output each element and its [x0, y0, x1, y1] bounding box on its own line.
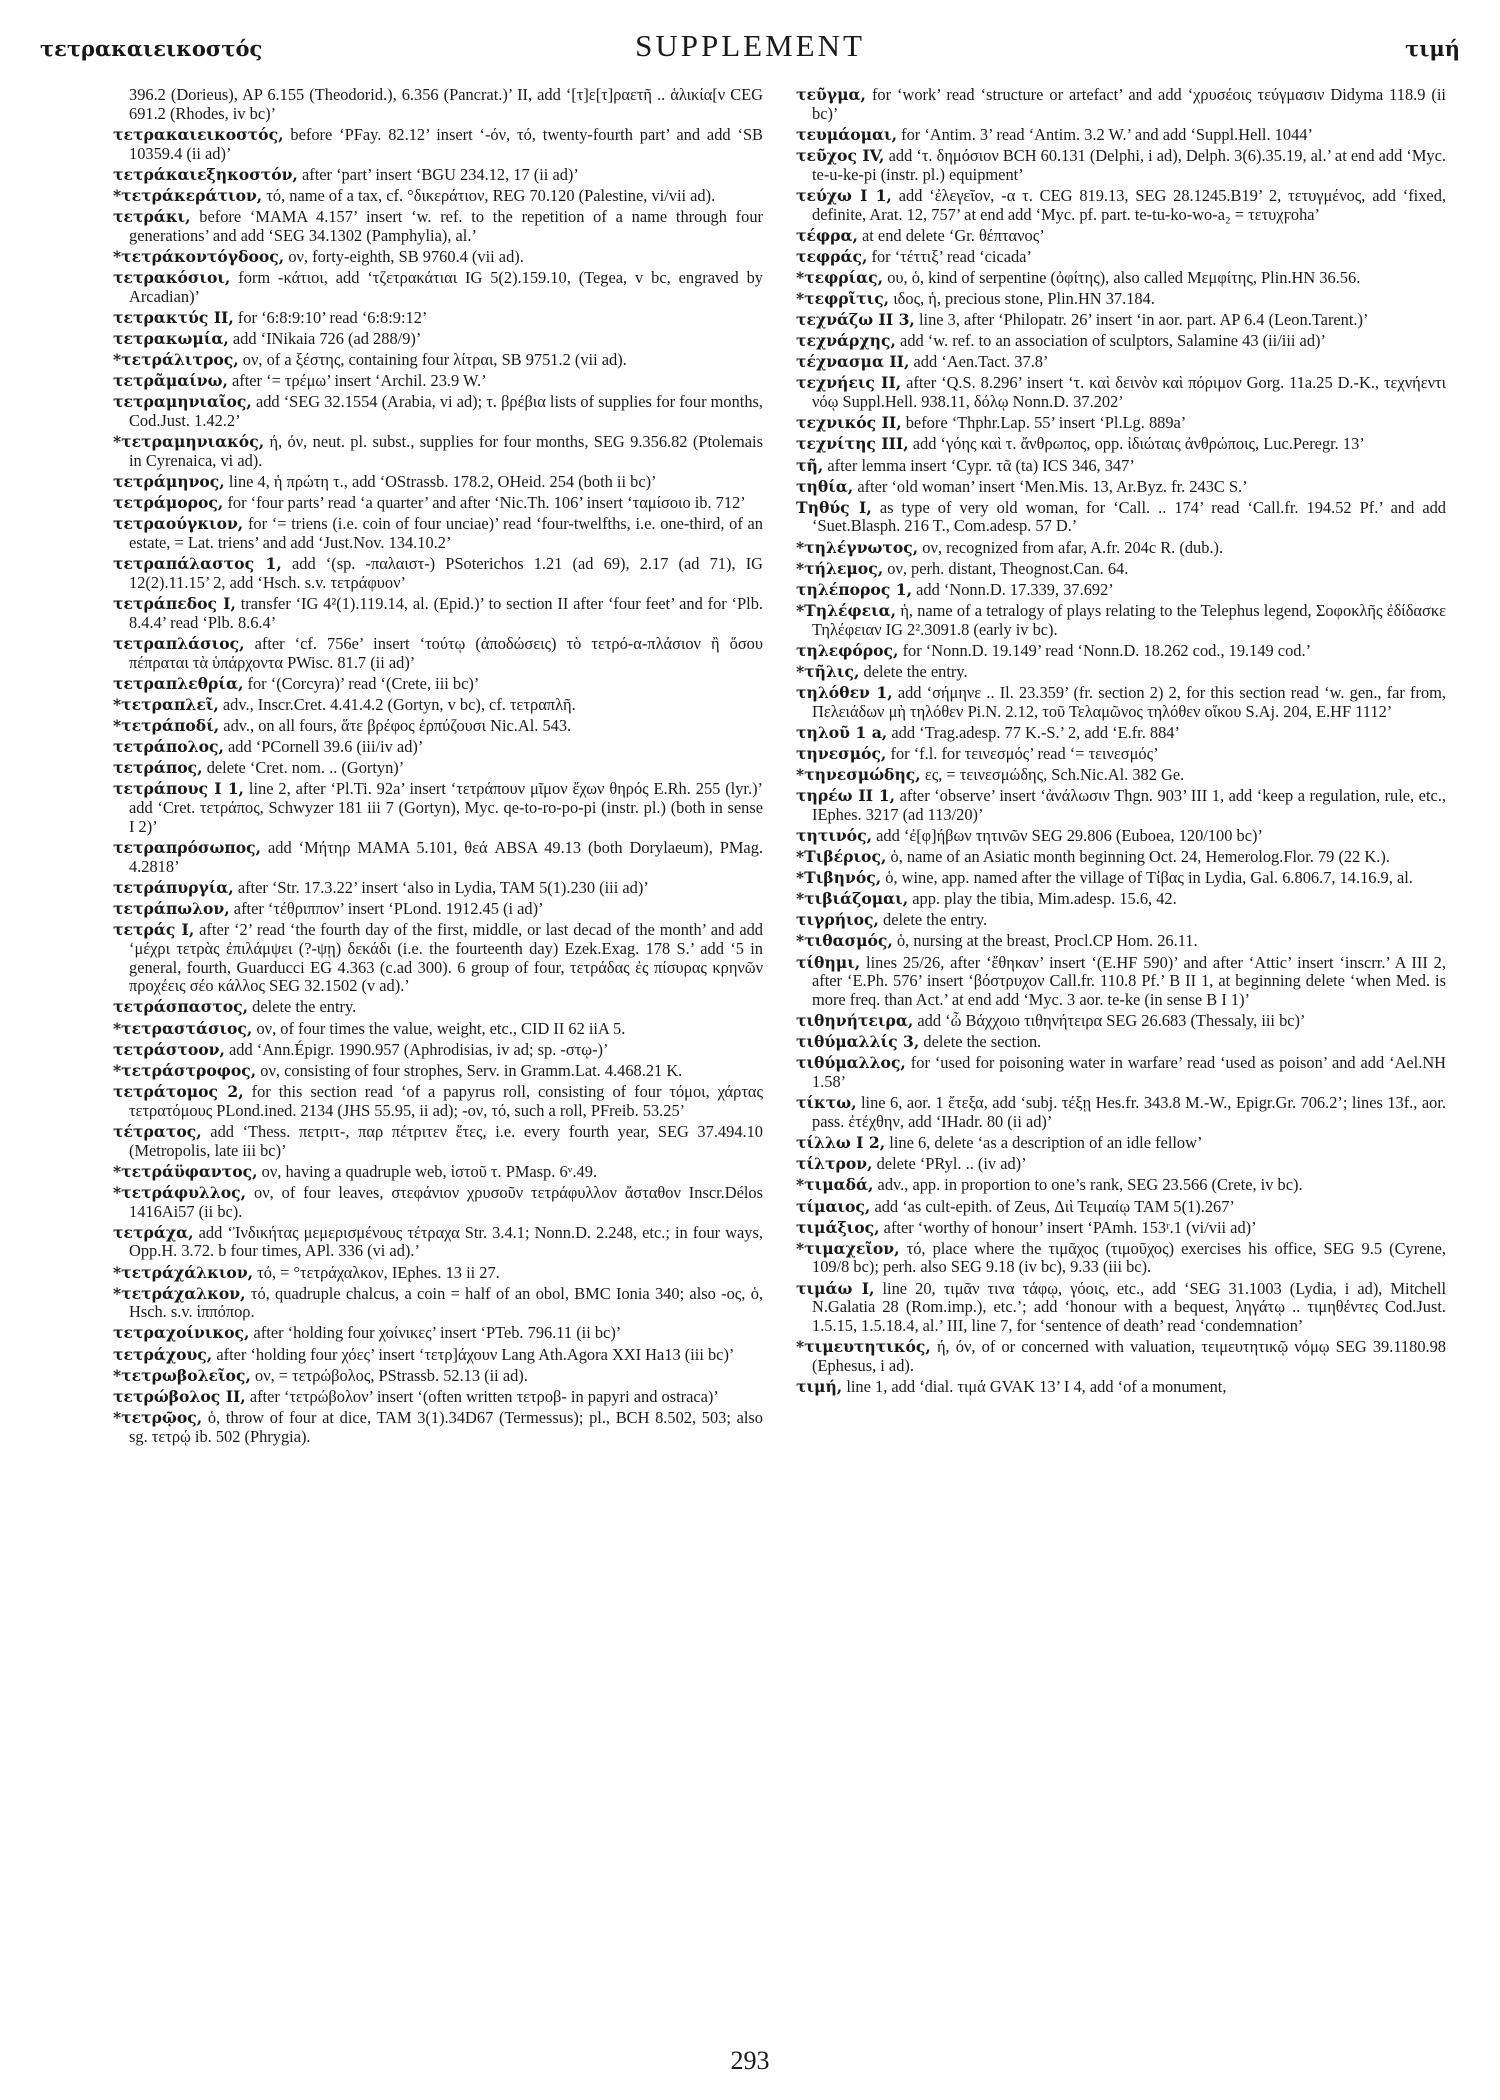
entry-lemma: *τεφρίας, [796, 267, 884, 287]
entry-lemma: *τεφρῖτις, [796, 289, 890, 309]
dictionary-entry [113, 635, 763, 673]
dictionary-entry [796, 1054, 1446, 1092]
dictionary-entry [113, 1123, 763, 1161]
running-header [40, 28, 1460, 68]
dictionary-entry [796, 890, 1446, 909]
entry-lemma: τεφράς, [796, 246, 868, 266]
entry-lemma: *τετράϋφαντος, [113, 1161, 258, 1181]
entry-text: add ‘(sp. -παλαιστ-) PSoterichos 1.21 (ad 69), 2.17 (ad 71), IG 12(2).11.15’ 2, add ‘Hsch. s.v. τετράφυον’ [129, 554, 763, 592]
entry-lemma: τετρᾶμαίνω, [113, 371, 228, 391]
dictionary-entry [796, 787, 1446, 825]
dictionary-entry [113, 473, 763, 492]
entry-text: ον, perh. distant, Theognost.Can. 64. [887, 558, 1129, 578]
entry-text: ου, ὁ, kind of serpentine (ὀφίτης), also called Μεμφίτης, Plin.HN 36.56. [887, 267, 1361, 287]
header-last-headword: τιμή [1405, 36, 1460, 61]
entry-text: add ‘ἐλεγεῖον, -α τ. CEG 819.13, SEG 28.1245.B19’ 2, τετυγμένος, add ‘fixed, definite, Arat. 12, 757’ at end add ‘Myc. pf. part. te-tu-ko-wo-a₂ = τετυχϝoha’ [812, 185, 1446, 224]
entry-text: add ‘τ. δημόσιον BCH 60.131 (Delphi, i ad), Delph. 3(6).35.19, al.’ at end add ‘Myc. te-u-ke-pi (instr. pl.) equipment’ [812, 145, 1446, 184]
dictionary-entry [796, 1012, 1446, 1031]
dictionary-entry [113, 717, 763, 736]
entry-text: ον, having a quadruple web, ἱστοῦ τ. PMasp. 6ᵛ.49. [261, 1161, 598, 1181]
entry-lemma: τετράκι, [113, 206, 191, 226]
dictionary-entry [113, 1324, 763, 1343]
entry-lemma: τιθηνήτειρα, [796, 1011, 914, 1031]
dictionary-entry [796, 147, 1446, 185]
entry-text: for ‘6:8:9:10’ read ‘6:8:9:12’ [237, 307, 428, 327]
dictionary-entry [796, 1219, 1446, 1238]
dictionary-entry [796, 126, 1446, 145]
entry-text: for ‘(Corcyra)’ read ‘(Crete, iii bc)’ [247, 673, 480, 693]
dictionary-entry [796, 745, 1446, 764]
entry-lemma: τηλεφόρος, [796, 640, 899, 660]
entry-lemma: *Τηλέφεια, [796, 600, 897, 620]
entry-lemma: *τετρωβολεῖος, [113, 1365, 251, 1385]
entry-text: line 3, after ‘Philopatr. 26’ insert ‘in aor. part. AP 6.4 (Leon.Tarent.)’ [918, 310, 1369, 330]
entry-text: ὁ, wine, app. named after the village of Τίβας in Lydia, Gal. 6.806.7, 14.16.9, al. [885, 868, 1413, 888]
entry-lemma: τεχνικός II, [796, 413, 902, 433]
entry-text: adv., app. in proportion to one’s rank, SEG 23.566 (Crete, iv bc). [877, 1175, 1303, 1195]
entry-lemma: τῆ, [796, 455, 824, 475]
dictionary-entry [113, 187, 763, 206]
entry-lemma: *τηνεσμώδης, [796, 765, 921, 785]
entry-lemma: *τετράφυλλος, [113, 1182, 247, 1202]
entry-lemma: τετράμορος, [113, 493, 224, 513]
entry-text: add ‘PCornell 39.6 (iii/iv ad)’ [228, 737, 424, 757]
entry-text: add ‘Aen.Tact. 37.8’ [913, 352, 1049, 372]
entry-lemma: *τῆλις, [796, 661, 860, 681]
dictionary-entry [113, 998, 763, 1017]
entry-lemma: τετράκαιεξηκοστόν, [113, 164, 298, 184]
dictionary-entry [113, 921, 763, 996]
entry-text: before ‘Thphr.Lap. 55’ insert ‘Pl.Lg. 889a’ [905, 413, 1187, 433]
dictionary-entry [113, 1409, 763, 1447]
entry-text: after ‘holding four χοίνικες’ insert ‘PTeb. 796.11 (ii bc)’ [253, 1323, 622, 1343]
entry-lemma: *τετράχαλκον, [113, 1283, 246, 1303]
dictionary-entry [796, 560, 1446, 579]
entry-text: add ‘ἐ[φ]ήβων τητινῶν SEG 29.806 (Euboea, 120/100 bc)’ [876, 826, 1263, 845]
dictionary-entry [113, 166, 763, 185]
entry-text: add ‘Ann.Épigr. 1990.957 (Aphrodisias, iv ad; sp. -στῳ-)’ [228, 1039, 609, 1059]
entry-lemma: τεῦγμα, [796, 86, 866, 104]
dictionary-entry [796, 414, 1446, 433]
dictionary-entry [796, 1198, 1446, 1217]
entry-text: ον, of four leaves, στεφάνιον χρυσοῦν τετράφυλλον ἄσταθον Inscr.Délos 1416Ai57 (ii bc). [129, 1182, 763, 1221]
dictionary-entry [113, 1346, 763, 1365]
entry-text: τό, name of a tax, cf. °δικεράτιον, REG 70.120 (Palestine, vi/vii ad). [266, 185, 716, 205]
entry-lemma: τετρακαιεικοστός, [113, 124, 284, 144]
entry-text: app. play the tibia, Mim.adesp. 15.6, 42. [912, 889, 1177, 909]
entry-lemma: τιμάξιος, [796, 1217, 880, 1237]
entry-text: after ‘cf. 756e’ insert ‘τούτῳ (ἀποδώσεις) τὸ τετρό-α-πλάσιον ἢ ὅσου πέπραται τὰ ὑπάρχοντα PWisc. 81.7 (ii ad)’ [129, 633, 763, 672]
entry-lemma: *τετραπλεῖ, [113, 694, 219, 714]
dictionary-entry [113, 86, 763, 124]
dictionary-entry [113, 351, 763, 370]
entry-text: form -κάτιοι, add ‘τζετρακάτιαι IG 5(2).159.10, (Tegea, v bc, engraved by Arcadian)’ [129, 267, 763, 306]
entry-text: after ‘Q.S. 8.296’ insert ‘τ. καὶ δεινὸν καὶ πόριμον Gorg. 11a.25 D.-K., τεχνήεντι νόῳ Suppl.Hell. 938.11, δόλῳ Nonn.D. 37.202’ [812, 373, 1446, 412]
entry-lemma: τιμή, [796, 1377, 843, 1397]
dictionary-entry [113, 1388, 763, 1407]
dictionary-entry [796, 435, 1446, 454]
entry-lemma: τίκτω, [796, 1093, 857, 1113]
entry-lemma: τετράπος, [113, 758, 203, 778]
entry-lemma: τιγρήιος, [796, 910, 879, 930]
entry-text: delete ‘Cret. nom. .. (Gortyn)’ [206, 758, 405, 778]
entry-text: transfer ‘IG 4²(1).119.14, al. (Epid.)’ to section II after ‘four feet’ and for ‘Plb. 8.4.4’ read ‘Plb. 8.6.4’ [129, 593, 763, 632]
entry-lemma: *τετραστάσιος, [113, 1018, 253, 1038]
entry-lemma: *τιμευτητικός, [796, 1337, 931, 1357]
dictionary-entry [796, 848, 1446, 867]
dictionary-entry [796, 290, 1446, 309]
entry-lemma: τηλόθεν 1, [796, 682, 893, 702]
entry-text: delete the entry. [883, 910, 988, 930]
entry-lemma: τετράμηνος, [113, 472, 225, 491]
dictionary-entry [796, 311, 1446, 330]
dictionary-entry [113, 1224, 763, 1262]
entry-lemma: τεχνίτης III, [796, 434, 909, 454]
entry-text: ον, = τετρώβολος, PStrassb. 52.13 (ii ad). [255, 1365, 528, 1385]
dictionary-entry [796, 911, 1446, 930]
entry-text: before ‘MAMA 4.157’ insert ‘w. ref. to the repetition of a name through four generations’ and add ‘SEG 34.1302 (Pamphylia), al.’ [129, 206, 763, 245]
entry-lemma: τετραούγκιον, [113, 514, 244, 534]
dictionary-entry [113, 1062, 763, 1081]
entry-text: ον, of a ξέστης, containing four λίτραι, SB 9751.2 (vii ad). [242, 350, 627, 370]
dictionary-entry [796, 478, 1446, 497]
entry-lemma: τετράπυργία, [113, 877, 234, 897]
entry-text: lines 25/26, after ‘ἔθηκαν’ insert ‘(E.HF 590)’ and after ‘Attic’ insert ‘inscrr.’ A III 2, after ‘E.Ph. 576’ insert ‘βόστρυχον Call.fr. 110.8 Pf.’ B II 1, at beginning delete ‘when Med. is more freq. than Act.’ at end add ‘Myc. 3 aor. te-ke (in sense B I 1)’ [812, 952, 1446, 1010]
entry-text: τό, quadruple chalcus, a coin = half of an obol, BMC Ionia 340; also -ος, ὁ, Hsch. s.v. ἱππόπορ. [129, 1283, 763, 1322]
entry-lemma: τετράπωλον, [113, 898, 230, 918]
dictionary-entry [113, 1264, 763, 1283]
entry-text: after ‘τετρώβολον’ insert ‘(often written τετροβ- in papyri and ostraca)’ [249, 1386, 719, 1406]
entry-lemma: τέφρα, [796, 225, 858, 245]
entry-text: delete ‘PRyl. .. (iv ad)’ [876, 1154, 1027, 1174]
entry-lemma: τετράς I, [113, 919, 195, 939]
entry-text: line 6, aor. 1 ἔτεξα, add ‘subj. τέξῃ Hes.fr. 343.8 M.-W., Epigr.Gr. 706.2’; lines 13f., aor. pass. ἐτέχθην, add ‘IHadr. 80 (ii ad)’ [812, 1093, 1446, 1132]
entry-lemma: τιθύμαλλος, [796, 1053, 906, 1073]
entry-lemma: τεύχω I 1, [796, 185, 892, 205]
entry-text: before ‘PFay. 82.12’ insert ‘-όν, τό, twenty-fourth part’ and add ‘SB 10359.4 (ii ad)’ [129, 124, 763, 163]
entry-lemma: τετραπρόσωπος, [113, 837, 262, 857]
entry-lemma: τέτρατος, [113, 1121, 202, 1141]
entry-text: add ‘γόης καὶ τ. ἄνθρωπος, opp. ἰδιώταις ἀνθρώποις, Luc.Peregr. 13’ [912, 434, 1365, 454]
entry-lemma: τετραπλεθρία, [113, 673, 244, 693]
dictionary-entry [796, 1240, 1446, 1278]
entry-lemma: τετράχα, [113, 1222, 194, 1242]
dictionary-entry [796, 353, 1446, 372]
entry-lemma: τετραμηνιαῖος, [113, 392, 252, 412]
entry-text: after ‘part’ insert ‘BGU 234.12, 17 (ii ad)’ [301, 164, 579, 184]
entry-text: add ‘as cult-epith. of Zeus, Διὶ Τειμαίῳ TAM 5(1).267’ [874, 1196, 1235, 1216]
entry-text: τό, = °τετράχαλκον, IEphes. 13 ii 27. [257, 1262, 500, 1282]
dictionary-entry [113, 433, 763, 471]
dictionary-entry [796, 724, 1446, 743]
entry-text: ή, όν, neut. pl. subst., supplies for four months, SEG 9.356.82 (Ptolemais in Cyrenaica, vi ad). [129, 432, 763, 470]
dictionary-entry [796, 642, 1446, 661]
dictionary-entry [796, 1378, 1446, 1397]
dictionary-entry [796, 581, 1446, 600]
dictionary-entry [113, 1020, 763, 1039]
entry-lemma: τηθία, [796, 476, 854, 496]
entry-text: ον, recognized from afar, A.fr. 204c R. (dub.). [922, 537, 1224, 557]
dictionary-entry [796, 248, 1446, 267]
dictionary-entry [113, 372, 763, 391]
dictionary-entry [796, 1176, 1446, 1195]
entry-text: as type of very old woman, for ‘Call. .. 174’ read ‘Call.fr. 194.52 Pf.’ and add ‘Suet.Blasph. 216 T., Com.adesp. 57 D.’ [812, 497, 1446, 536]
entry-text: after ‘2’ read ‘the fourth day of the first, middle, or last decad of the month’ and add ‘μέχρι τετρὰς ἐπιλάμψει (?-ψῃ) δεκάδι (i.e. the fourteenth day) Ezek.Exag. 178 S.’ add ‘5 in general, fourth, Guarducci EG 4.363 (c.ad 300). 6 group of four, τετράδας ἐς πίσυρας κρηνῶν προχέεις σέο κάλλος SEG 32.1502 (v ad).’ [129, 919, 763, 996]
entry-text: add ‘INikaia 726 (ad 288/9)’ [232, 328, 422, 348]
dictionary-entry [113, 696, 763, 715]
dictionary-entry [113, 595, 763, 633]
entry-lemma: *τήλεμος, [796, 558, 884, 578]
entry-text: for ‘used for poisoning water in warfare’ read ‘used as poison’ and add ‘Ael.NH 1.58’ [812, 1053, 1446, 1092]
entry-text: add ‘Trag.adesp. 77 K.-S.’ 2, add ‘E.fr. 884’ [891, 722, 1180, 742]
entry-lemma: τιμάω I, [796, 1278, 875, 1298]
dictionary-entry [796, 539, 1446, 558]
entry-text: after ‘holding four χόες’ insert ‘τετρ]άχουν Lang Ath.Agora XXI Ha13 (iii bc)’ [216, 1344, 735, 1364]
entry-text: delete the section. [923, 1032, 1042, 1052]
dictionary-entry [796, 457, 1446, 476]
entry-text: ον, forty-eighth, SB 9760.4 (vii ad). [288, 246, 524, 266]
entry-lemma: τεχνάζω II 3, [796, 310, 915, 330]
entry-lemma: τετράπολος, [113, 737, 224, 757]
entry-lemma: τίθημι, [796, 952, 861, 972]
entry-lemma: *τετράστροφος, [113, 1060, 257, 1080]
entry-lemma: τηλέπορος 1, [796, 579, 913, 599]
dictionary-entry [113, 738, 763, 757]
entry-lemma: τηλοῦ 1 a, [796, 722, 888, 742]
entry-text: add ‘ὦ Βάχχοιο τιθηνήτειρα SEG 26.683 (Thessaly, iii bc)’ [917, 1011, 1306, 1031]
entry-text: add ‘Ἰνδικήτας μεμερισμένους τέτραχα Str. 3.4.1; Nonn.D. 2.248, etc.; in four ways, Opp.H. 3.72. b four times, APl. 336 (vi ad).’ [129, 1222, 763, 1261]
entry-lemma: τετράχους, [113, 1344, 213, 1364]
entry-text: for ‘f.l. for τεινεσμός’ read ‘= τεινεσμός’ [890, 743, 1159, 763]
dictionary-entry [113, 494, 763, 513]
entry-text: line 4, ἡ πρώτη τ., add ‘OStrassb. 178.2, OHeid. 254 (both ii bc)’ [228, 472, 657, 491]
entry-lemma: τετράτομος 2, [113, 1081, 244, 1101]
dictionary-entry [113, 248, 763, 267]
entry-text: after ‘= τρέμω’ insert ‘Archil. 23.9 W.’ [232, 371, 487, 391]
dictionary-entry [113, 1367, 763, 1386]
dictionary-entry [796, 869, 1446, 888]
header-first-headword: τετρακαιεικοστός [40, 36, 263, 61]
entry-text: ή, όν, of or concerned with valuation, τειμευτητικῷ νόμῳ SEG 39.1180.98 (Ephesus, i ad). [812, 1337, 1446, 1376]
entry-lemma: τεχνάρχης, [796, 331, 896, 351]
entry-lemma: *Τιβέριος, [796, 847, 887, 867]
entry-lemma: τετρακόσιοι, [113, 267, 231, 287]
dictionary-entry [113, 555, 763, 593]
entry-lemma: *τιμαδά, [796, 1175, 874, 1195]
dictionary-entry [796, 1134, 1446, 1153]
entry-text: after ‘τέθριππον’ insert ‘PLond. 1912.45 (i ad)’ [233, 898, 544, 918]
dictionary-entry [113, 208, 763, 246]
entry-text: delete the entry. [863, 661, 968, 681]
entry-lemma: τετραχοίνικος, [113, 1323, 250, 1343]
dictionary-entry [796, 932, 1446, 951]
entry-lemma: τηρέω II 1, [796, 786, 896, 806]
entry-text: after ‘Str. 17.3.22’ insert ‘also in Lydia, TAM 5(1).230 (iii ad)’ [237, 877, 649, 897]
dictionary-entry [796, 766, 1446, 785]
entry-lemma: τίμαιος, [796, 1196, 871, 1216]
dictionary-entry [113, 330, 763, 349]
dictionary-entry [796, 269, 1446, 288]
entry-lemma: *Τιβηνός, [796, 868, 882, 888]
dictionary-entry [796, 187, 1446, 225]
entry-text: ιδος, ἡ, precious stone, Plin.HN 37.184. [893, 289, 1155, 309]
dictionary-entry [796, 86, 1446, 124]
right-column [796, 86, 1446, 2016]
header-title: SUPPLEMENT [635, 28, 865, 63]
entry-text: ὁ, name of an Asiatic month beginning Oct. 24, Hemerolog.Flor. 79 (22 K.). [890, 847, 1390, 867]
entry-text: for ‘four parts’ read ‘a quarter’ and after ‘Nic.Th. 106’ insert ‘ταμίσοιο ib. 712’ [227, 493, 746, 513]
entry-lemma: τίλλω I 2, [796, 1133, 886, 1153]
dictionary-entry [796, 1033, 1446, 1052]
dictionary-entry [113, 126, 763, 164]
entry-lemma: *τετρῷος, [113, 1407, 203, 1427]
entry-text: add ‘σήμηνε .. Il. 23.359’ (fr. section 2) 2, for this section read ‘w. gen., far from, Πελειάδων μὴ τηλόθεν Pi.N. 2.12, τοῦ Τελαμῶνος τηλόθεν οἴκου S.Aj. 204, E.HF 1112’ [812, 682, 1446, 721]
entry-lemma: *τετράχάλκιον, [113, 1262, 254, 1282]
entry-lemma: *τετράκοντόγδοος, [113, 246, 285, 266]
entry-text: line 2, after ‘Pl.Ti. 92a’ insert ‘τετράπουν μῖμον ἔχων θηρός E.Rh. 255 (lyr.)’ add ‘Cret. τετράπος, Schwyzer 181 iii 7 (Gortyn), Myc. qe-to-ro-po-pi (instr. pl.) (both in sense I 2)’ [129, 779, 763, 836]
dictionary-entry [796, 1280, 1446, 1336]
left-column [113, 86, 763, 2016]
dictionary-entry [796, 227, 1446, 246]
entry-text: ὁ, throw of four at dice, TAM 3(1).34D67 (Termessus); pl., BCH 8.502, 503; also sg. τετρῴ ib. 502 (Phrygia). [129, 1407, 763, 1446]
entry-text: after lemma insert ‘Cypr. τᾶ (ta) ICS 346, 347’ [827, 455, 1135, 475]
entry-lemma: τετράπους I 1, [113, 779, 244, 799]
entry-text: add ‘Nonn.D. 17.339, 37.692’ [916, 579, 1114, 599]
entry-text: add ‘Μήτηρ MAMA 5.101, θεά ABSA 49.13 (both Dorylaeum), PMag. 4.2818’ [129, 837, 763, 876]
dictionary-entry [796, 954, 1446, 1010]
dictionary-entry [113, 1184, 763, 1222]
entry-text: 396.2 (Dorieus), AP 6.155 (Theodorid.), 6.356 (Pancrat.)’ II, add ‘[τ]ε[τ]ραετῆ .. ἁλικία[ν CEG 691.2 (Rhodes, iv bc)’ [129, 86, 763, 123]
entry-lemma: *τετράποδί, [113, 715, 220, 735]
entry-text: τό, place where the τιμᾶχος (τιμοῦχος) exercises his office, SEG 9.5 (Cyrene, 109/8 bc); perh. also SEG 9.18 (iv bc), 9.33 (iii bc). [812, 1238, 1446, 1277]
dictionary-entry [796, 374, 1446, 412]
dictionary-entry [113, 759, 763, 778]
dictionary-entry [113, 1285, 763, 1323]
dictionary-entry [113, 900, 763, 919]
entry-text: ἡ, name of a tetralogy of plays relating to the Telephus legend, Σοφοκλῆς ἐδίδασκε Τηλέφειαν IG 2².3091.8 (early iv bc). [812, 600, 1446, 639]
entry-text: after ‘old woman’ insert ‘Men.Mis. 13, Ar.Byz. fr. 243C S.’ [857, 476, 1248, 496]
entry-text: after ‘worthy of honour’ insert ‘PAmh. 153ʳ.1 (vi/vii ad)’ [883, 1217, 1257, 1237]
dictionary-entry [113, 1083, 763, 1121]
entry-text: delete the entry. [252, 997, 357, 1017]
entry-text: at end delete ‘Gr. θέπτανος’ [862, 225, 1045, 245]
entry-lemma: τέχνασμα II, [796, 352, 910, 372]
entry-lemma: τετράπεδος I, [113, 593, 236, 613]
dictionary-entry [113, 1163, 763, 1182]
entry-text: for ‘= triens (i.e. coin of four unciae)’ read ‘four-twelfths, i.e. one-third, of an estate, = Lat. triens’ and add ‘Just.Nov. 134.10.2’ [129, 514, 763, 552]
entry-text: for ‘work’ read ‘structure or artefact’ and add ‘χρυσέοις τεύγμασιν Didyma 118.9 (ii bc)’ [812, 86, 1446, 123]
entry-text: after ‘observe’ insert ‘ἀνάλωσιν Thgn. 903’ III 1, add ‘keep a regulation, rule, etc., IEphes. 3217 (ad 113/20)’ [812, 786, 1446, 824]
entry-lemma: *τετράκεράτιον, [113, 185, 263, 205]
dictionary-entry [113, 309, 763, 328]
entry-lemma: τετρώβολος II, [113, 1386, 246, 1406]
dictionary-entry [796, 602, 1446, 640]
entry-lemma: τετραπάλαστος 1, [113, 554, 282, 574]
entry-lemma: τετρακωμία, [113, 328, 229, 348]
dictionary-entry [796, 1155, 1446, 1174]
dictionary-entry [796, 663, 1446, 682]
dictionary-entry [796, 332, 1446, 351]
entry-lemma: τίλτρον, [796, 1154, 873, 1174]
entry-text: line 1, add ‘dial. τιμά GVAK 13’ I 4, add ‘of a monument, [846, 1377, 1227, 1397]
dictionary-entry [113, 269, 763, 307]
entry-text: for this section read ‘of a papyrus roll, consisting of four τόμοι, χάρτας τετρατόμους PLond.ined. 2134 (JHS 55.95, ii ad); -ον, τό, such a roll, PFreib. 53.25’ [129, 1081, 763, 1120]
dictionary-entry [113, 675, 763, 694]
entry-lemma: *τετράλιτρος, [113, 350, 239, 370]
entry-lemma: Τηθύς I, [796, 497, 872, 517]
entry-text: add ‘w. ref. to an association of sculptors, Salamine 43 (ii/iii ad)’ [900, 331, 1326, 351]
dictionary-entry [796, 499, 1446, 537]
entry-text: add ‘SEG 32.1554 (Arabia, vi ad); τ. βρέβια lists of supplies for four months, Cod.Just. 1.42.2’ [129, 392, 763, 431]
entry-lemma: *τιβιάζομαι, [796, 889, 909, 909]
entry-lemma: τετραπλάσιος, [113, 633, 245, 653]
entry-lemma: τετράσπαστος, [113, 997, 249, 1017]
entry-lemma: *τιθασμός, [796, 931, 893, 951]
dictionary-entry [113, 879, 763, 898]
entry-lemma: τηνεσμός, [796, 743, 887, 763]
dictionary-entry [796, 1094, 1446, 1132]
dictionary-entry [113, 1041, 763, 1060]
entry-text: adv., on all fours, ἅτε βρέφος ἑρπύζουσι Nic.Al. 543. [223, 715, 572, 735]
entry-text: ον, of four times the value, weight, etc., CID II 62 iiA 5. [256, 1018, 626, 1038]
dictionary-entry [113, 839, 763, 877]
dictionary-entry [113, 780, 763, 836]
entry-lemma: τιθύμαλλίς 3, [796, 1032, 920, 1052]
entry-lemma: τευμάομαι, [796, 124, 897, 144]
entry-text: for ‘Nonn.D. 19.149’ read ‘Nonn.D. 18.262 cod., 19.149 cod.’ [902, 640, 1312, 660]
entry-lemma: *τηλέγνωτος, [796, 537, 919, 557]
page-number: 293 [730, 2046, 770, 2075]
entry-text: ὁ, nursing at the breast, Procl.CP Hom. 26.11. [896, 931, 1198, 951]
entry-text: line 20, τιμᾶν τινα τάφῳ, γόοις, etc., add ‘SEG 31.1003 (Lydia, i ad), Mitchell N.Galatia 28 (Rom.imp.), etc.’; add ‘honour with a bequest, ληγάτῳ .. τιμηθέντες Cod.Just. 1.5.15, 1.5.18.4, al.’ III, line 7, for ‘sentence of death’ read ‘condemnation’ [812, 1278, 1446, 1336]
entry-lemma: τετρακτύς II, [113, 307, 234, 327]
entry-lemma: τετράστοον, [113, 1039, 225, 1059]
dictionary-entry [113, 393, 763, 431]
entry-text: adv., Inscr.Cret. 4.41.4.2 (Gortyn, v bc), cf. τετραπλῆ. [222, 694, 576, 714]
entry-text: ες, = τεινεσμώδης, Sch.Nic.Al. 382 Ge. [924, 765, 1185, 785]
entry-lemma: τεχνήεις II, [796, 373, 902, 393]
dictionary-entry [796, 684, 1446, 722]
entry-text: for ‘τέττιξ’ read ‘cicada’ [871, 246, 1032, 266]
entry-text: for ‘Antim. 3’ read ‘Antim. 3.2 W.’ and add ‘Suppl.Hell. 1044’ [901, 124, 1313, 144]
entry-text: add ‘Thess. πετριτ-, παρ πέτριτεν ἔτες, i.e. every fourth year, SEG 37.494.10 (Metropolis, late iii bc)’ [129, 1121, 763, 1160]
dictionary-entry [796, 827, 1446, 846]
entry-lemma: *τιμαχεῖον, [796, 1238, 900, 1258]
entry-lemma: τεῦχος IV, [796, 145, 885, 165]
dictionary-entry [796, 1338, 1446, 1376]
entry-lemma: *τετραμηνιακός, [113, 432, 265, 452]
entry-lemma: τητινός, [796, 826, 873, 845]
entry-text: ον, consisting of four strophes, Serv. in Gramm.Lat. 4.468.21 K. [260, 1060, 683, 1080]
entry-text: line 6, delete ‘as a description of an idle fellow’ [889, 1133, 1203, 1153]
dictionary-entry [113, 515, 763, 553]
